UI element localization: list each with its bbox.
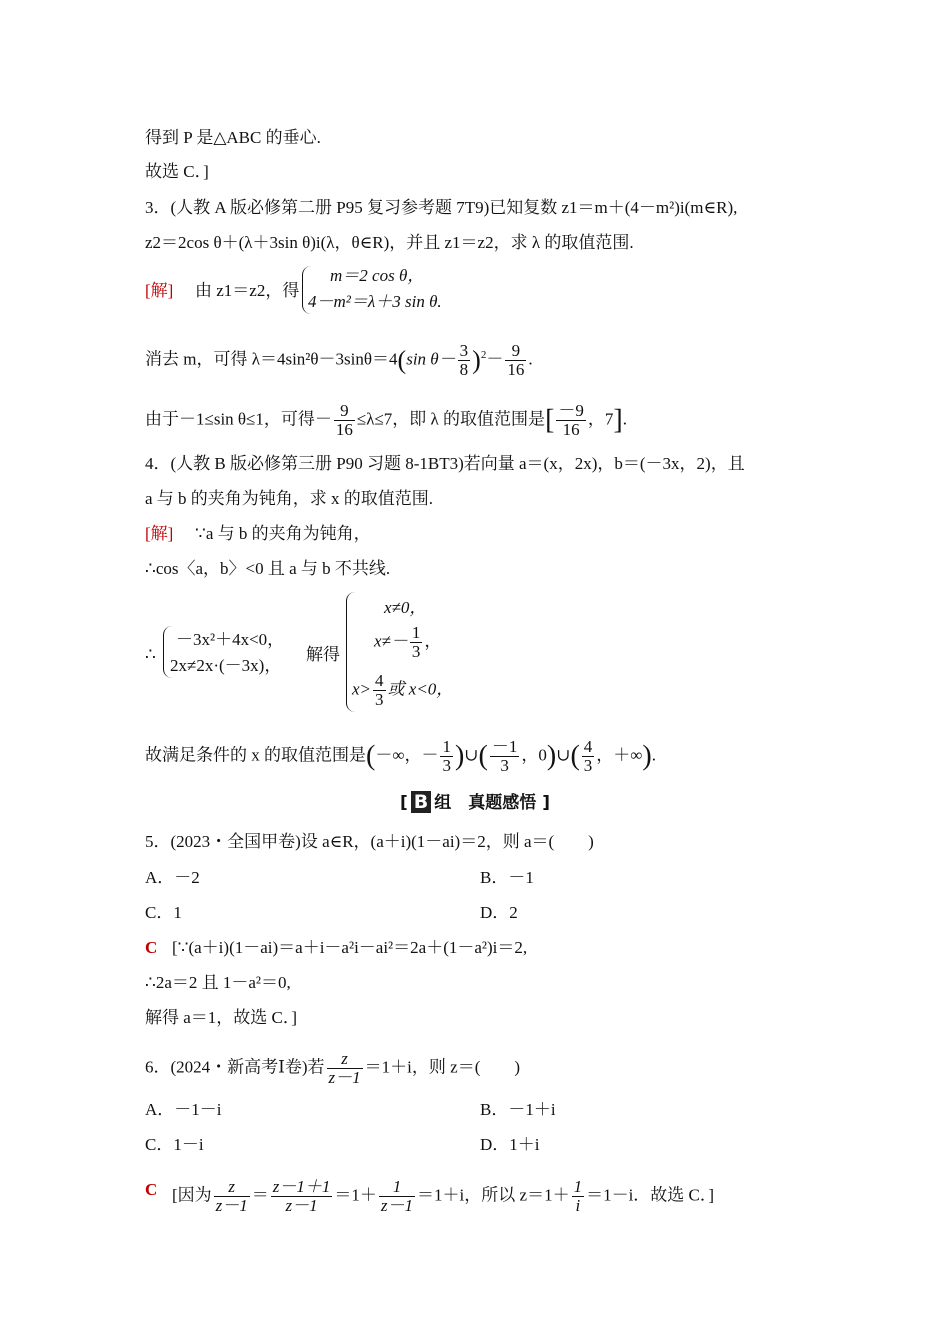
result-condition: x≠－ $\frac{1}{3}$ ， [374, 623, 442, 661]
answer-letter: C [145, 938, 158, 957]
solution-text: ∴2a＝2 且 1－a²＝0, [145, 973, 291, 992]
text-segment: ≤λ≤7，即 λ 的取值范围是 [356, 409, 546, 429]
result-condition: x≠0， [384, 598, 427, 617]
fraction: $\frac{3}{8}$ [459, 341, 469, 379]
text-segment: 消去 m，可得 λ＝4sin²θ－3sinθ＝4 [145, 349, 398, 369]
text-segment: 由于－1≤sin θ≤1，可得－ [145, 409, 332, 429]
section-badge: B [411, 791, 431, 813]
solution-label: [解] [145, 281, 174, 300]
question-4-line2: a 与 b 的夹角为钝角，求 x 的取值范围. [145, 489, 434, 508]
solution-answer: 故满足条件的 x 的取值范围是(－∞，－ $\frac{1}{3}$ )∪( $\frac{-1}{3}$ ，0)∪( $\frac{4}{3}$ ，＋∞). [145, 737, 656, 775]
solution-label: [解] [145, 524, 174, 543]
solution-text: 消去 m，可得 λ＝4sin²θ－3sinθ＝4(sin θ－ $\frac{3}{8}$ )$^2$－ $\frac{9}{16}$ . [145, 341, 533, 379]
system-equation: 2x≠2x·(－3x)， [170, 656, 282, 675]
fraction: $\frac{9}{16}$ [335, 401, 353, 439]
section-header: [ B 组 真题感悟 ] [400, 791, 550, 813]
solution-text: 由于－1≤sin θ≤1，可得－ $\frac{9}{16}$ ≤λ≤7，即 λ 的取值范围是[ $\frac{-9}{16}$ ，7]. [145, 401, 627, 439]
system-equation: －3x²＋4x<0， [176, 630, 285, 649]
answer-letter: C [145, 1180, 158, 1199]
option-b: B．－1＋i [480, 1100, 556, 1119]
question-4-line1: 4．(人教 B 版必修第三册 P90 习题 8-1BT3)若向量 a＝(x，2x)，b＝(－3x，2)，且 [145, 454, 745, 473]
fraction: $\frac{-9}{16}$ [558, 401, 584, 439]
question-6: 6．(2024・新高考Ⅰ卷)若 $\frac{z}{z-1}$ ＝1＋i，则 z＝( ) [145, 1049, 521, 1087]
fraction: $\frac{9}{16}$ [507, 341, 525, 379]
solution-text: ∵a 与 b 的夹角为钝角， [195, 524, 371, 543]
solution-text: 由 z1＝z2，得 [195, 281, 300, 300]
solution-text: [因为 $\frac{z}{z-1}$ ＝ $\frac{z-1+1}{z-1}$ ＝1＋ $\frac{1}{z-1}$ ＝1＋i，所以 z＝1＋ $\frac{1}{i}$ ＝1－i．故选 C．] [172, 1177, 715, 1215]
solution-text: 解得 [306, 645, 340, 664]
option-c: C．1 [145, 903, 182, 922]
option-d: D．2 [480, 903, 518, 922]
solution-text: ∴cos〈a，b〉<0 且 a 与 b 不共线. [145, 559, 391, 578]
system-equation: m＝2 cos θ， [330, 266, 425, 285]
option-d: D．1＋i [480, 1135, 540, 1154]
system-equation: 4－m²＝λ＋3 sin θ. [308, 292, 442, 311]
text-line: 得到 P 是△ABC 的垂心. [145, 128, 321, 147]
option-c: C．1－i [145, 1135, 204, 1154]
text-segment: sin θ－ [406, 349, 456, 369]
solution-text: [∵(a＋i)(1－ai)＝a＋i－a²i－ai²＝2a＋(1－a²)i＝2, [172, 938, 528, 957]
option-b: B．－1 [480, 868, 534, 887]
text-line: 故选 C．] [145, 162, 209, 181]
question-3-line1: 3．(人教 A 版必修第二册 P95 复习参考题 7T9)已知复数 z1＝m＋(4－m²)i(m∈R), [145, 198, 738, 217]
result-condition: x> $\frac{4}{3}$ 或 x<0， [352, 671, 454, 709]
option-a: A．－2 [145, 868, 200, 887]
solution-text: 解得 a＝1，故选 C．] [145, 1008, 298, 1027]
question-3-line2: z2＝2cos θ＋(λ＋3sin θ)i(λ，θ∈R)，并且 z1＝z2，求 λ 的取值范围. [145, 233, 634, 252]
question-5: 5．(2023・全国甲卷)设 a∈R，(a＋i)(1－ai)＝2，则 a＝( ) [145, 832, 594, 851]
option-a: A．－1－i [145, 1100, 222, 1119]
therefore-symbol: ∴ [145, 645, 156, 664]
